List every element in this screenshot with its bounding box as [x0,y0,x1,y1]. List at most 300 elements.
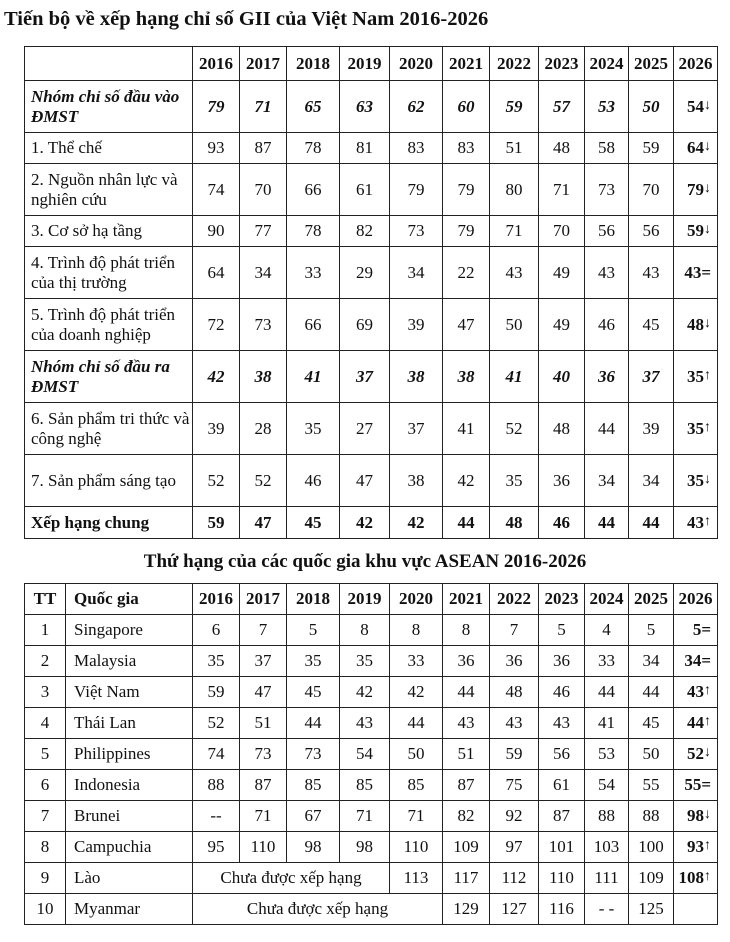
value-cell: 41 [443,403,490,455]
value-cell: 50 [629,81,674,133]
row-label: 1. Thể chế [25,133,193,164]
value-cell: 93 [193,133,240,164]
value-cell: 34 [629,455,674,507]
value-cell: 110 [539,863,585,894]
value-cell: 39 [193,403,240,455]
year-header: 2019 [340,584,390,615]
value-cell: 111 [585,863,629,894]
table-row [25,708,718,739]
value-cell: 34 [240,247,287,299]
value-cell: 36 [443,646,490,677]
year-header: 2025 [629,47,674,81]
year-header: 2020 [390,584,443,615]
rank-2026-cell: 59↓ [674,216,718,247]
year-header: 2024 [585,584,629,615]
value-cell: 56 [585,216,629,247]
rank-index: 7 [25,801,66,832]
value-cell: 43 [539,708,585,739]
arrow-down-icon: ↓ [704,315,711,331]
rank-2026-cell: 34= [674,646,718,677]
table-row [25,615,718,646]
value-cell: 82 [340,216,390,247]
value-cell: 82 [443,801,490,832]
value-cell: 51 [443,739,490,770]
value-cell: 50 [629,739,674,770]
country-name: Singapore [66,615,193,646]
value-cell: 59 [490,81,539,133]
year-header: 2025 [629,584,674,615]
value-cell: 48 [539,133,585,164]
value-cell: 112 [490,863,539,894]
value-cell: 52 [490,403,539,455]
value-cell: 42 [443,455,490,507]
table-row [25,646,718,677]
row-label: 7. Sản phẩm sáng tạo [25,455,193,507]
table1-title: Tiến bộ về xếp hạng chỉ số GII của Việt Nam 2016-2026 [4,8,489,30]
value-cell: 116 [539,894,585,925]
table-row [25,507,718,539]
table-row [25,863,718,894]
value-cell: 42 [193,351,240,403]
value-cell: 73 [240,739,287,770]
value-cell: 52 [193,455,240,507]
value-cell: 46 [539,677,585,708]
value-cell: - - [585,894,629,925]
value-cell: 49 [539,299,585,351]
value-cell: 6 [193,615,240,646]
value-cell: 117 [443,863,490,894]
value-cell: 34 [390,247,443,299]
value-cell: 7 [490,615,539,646]
table-row [25,81,718,133]
value-cell: 109 [629,863,674,894]
country-name: Philippines [66,739,193,770]
rank-index: 1 [25,615,66,646]
value-cell: 59 [490,739,539,770]
rank-2026-cell: 52↓ [674,739,718,770]
value-cell: 59 [193,677,240,708]
rank-index: 3 [25,677,66,708]
rank-2026-cell: 35↓ [674,455,718,507]
year-header: 2021 [443,584,490,615]
country-name: Brunei [66,801,193,832]
value-cell: 53 [585,739,629,770]
value-cell: 101 [539,832,585,863]
rank-index: 2 [25,646,66,677]
table-row [25,832,718,863]
value-cell: 35 [193,646,240,677]
value-cell: 8 [390,615,443,646]
value-cell: 95 [193,832,240,863]
table2-title: Thứ hạng của các quốc gia khu vực ASEAN 2016-2026 [143,551,587,572]
value-cell: 43 [443,708,490,739]
value-cell: 35 [287,646,340,677]
year-header: 2017 [240,584,287,615]
value-cell: 58 [585,133,629,164]
value-cell: 75 [490,770,539,801]
value-cell: 35 [340,646,390,677]
value-cell: 44 [585,507,629,539]
value-cell: 83 [390,133,443,164]
value-cell: 42 [340,677,390,708]
rank-2026-cell: 93↑ [674,832,718,863]
value-cell: 88 [585,801,629,832]
value-cell: 46 [585,299,629,351]
value-cell: 92 [490,801,539,832]
year-header: 2018 [287,584,340,615]
value-cell: 38 [443,351,490,403]
table-row [25,299,718,351]
value-cell: 39 [390,299,443,351]
value-cell: 57 [539,81,585,133]
value-cell: 44 [585,677,629,708]
value-cell: 37 [390,403,443,455]
arrow-up-icon: ↑ [704,367,711,383]
year-header: 2016 [193,47,240,81]
value-cell: 7 [240,615,287,646]
not-ranked-note: Chưa được xếp hạng [193,894,443,925]
value-cell: 47 [240,507,287,539]
value-cell: 36 [539,455,585,507]
value-cell: 35 [490,455,539,507]
value-cell: 41 [490,351,539,403]
value-cell: 79 [443,216,490,247]
table-row [25,677,718,708]
table-row [25,164,718,216]
arrow-up-icon: ↑ [704,683,711,698]
country-name: Thái Lan [66,708,193,739]
year-header: 2022 [490,47,539,81]
value-cell: 70 [629,164,674,216]
value-cell: 44 [585,403,629,455]
value-cell: 47 [443,299,490,351]
value-cell: 103 [585,832,629,863]
value-cell: 110 [240,832,287,863]
value-cell: 38 [390,455,443,507]
value-cell: 43 [490,247,539,299]
value-cell: 73 [585,164,629,216]
value-cell: 8 [340,615,390,646]
value-cell: 34 [629,646,674,677]
year-header: 2024 [585,47,629,81]
value-cell: 29 [340,247,390,299]
value-cell: 47 [240,677,287,708]
asean-ranking-table [24,583,718,925]
value-cell: 33 [287,247,340,299]
value-cell: 44 [629,507,674,539]
value-cell: 45 [629,708,674,739]
table-row [25,770,718,801]
value-cell: 33 [585,646,629,677]
year-header: 2023 [539,47,585,81]
value-cell: 44 [390,708,443,739]
value-cell: 100 [629,832,674,863]
arrow-down-icon: ↓ [704,97,711,113]
value-cell: 42 [340,507,390,539]
value-cell: 72 [193,299,240,351]
value-cell: 8 [443,615,490,646]
corner-cell [25,47,193,81]
value-cell: 42 [390,677,443,708]
header-row [25,47,718,81]
value-cell: 71 [390,801,443,832]
value-cell: 53 [585,81,629,133]
value-cell: 98 [340,832,390,863]
value-cell: 71 [240,81,287,133]
value-cell: 45 [287,507,340,539]
rank-2026-cell: 54↓ [674,81,718,133]
value-cell: 5 [287,615,340,646]
value-cell: 109 [443,832,490,863]
value-cell: 46 [287,455,340,507]
rank-2026-cell: 44↑ [674,708,718,739]
year-header: 2026 [674,584,718,615]
value-cell: 59 [193,507,240,539]
table-row [25,216,718,247]
row-label: Xếp hạng chung [25,507,193,539]
value-cell: 71 [490,216,539,247]
value-cell: 46 [539,507,585,539]
rank-2026-cell: 108↑ [674,863,718,894]
value-cell: 48 [539,403,585,455]
tt-header: TT [25,584,66,615]
country-header: Quốc gia [66,584,193,615]
country-name: Việt Nam [66,677,193,708]
value-cell: 66 [287,164,340,216]
value-cell: 71 [340,801,390,832]
country-name: Campuchia [66,832,193,863]
value-cell: 87 [539,801,585,832]
rank-index: 4 [25,708,66,739]
value-cell: 56 [629,216,674,247]
value-cell: 5 [629,615,674,646]
value-cell: 44 [629,677,674,708]
value-cell: 54 [585,770,629,801]
value-cell: 65 [287,81,340,133]
table-row [25,894,718,925]
value-cell: 38 [240,351,287,403]
value-cell: 98 [287,832,340,863]
value-cell: 60 [443,81,490,133]
value-cell: 45 [629,299,674,351]
value-cell: 66 [287,299,340,351]
value-cell: 36 [585,351,629,403]
year-header: 2022 [490,584,539,615]
not-ranked-note: Chưa được xếp hạng [193,863,390,894]
value-cell: 33 [390,646,443,677]
value-cell: 73 [287,739,340,770]
value-cell: 97 [490,832,539,863]
value-cell: 63 [340,81,390,133]
arrow-up-icon: ↑ [704,714,711,729]
value-cell: 37 [629,351,674,403]
value-cell: 27 [340,403,390,455]
value-cell: 78 [287,133,340,164]
value-cell: 41 [287,351,340,403]
value-cell: 37 [340,351,390,403]
value-cell: 79 [443,164,490,216]
value-cell: 85 [390,770,443,801]
value-cell: 125 [629,894,674,925]
value-cell: 39 [629,403,674,455]
year-header: 2017 [240,47,287,81]
value-cell: 5 [539,615,585,646]
rank-2026-cell: 43= [674,247,718,299]
rank-2026-cell: 64↓ [674,133,718,164]
year-header: 2023 [539,584,585,615]
value-cell: 49 [539,247,585,299]
year-header: 2016 [193,584,240,615]
value-cell: 35 [287,403,340,455]
value-cell: 38 [390,351,443,403]
rank-2026-cell: 98↓ [674,801,718,832]
year-header: 2020 [390,47,443,81]
rank-2026-cell: 55= [674,770,718,801]
value-cell: 113 [390,863,443,894]
value-cell: 43 [490,708,539,739]
value-cell: 4 [585,615,629,646]
country-name: Myanmar [66,894,193,925]
value-cell: 52 [240,455,287,507]
value-cell: 59 [629,133,674,164]
value-cell: 69 [340,299,390,351]
row-label: 5. Trình độ phát triển của doanh nghiệp [25,299,193,351]
value-cell: 79 [193,81,240,133]
table-row [25,247,718,299]
value-cell: 43 [585,247,629,299]
value-cell: 78 [287,216,340,247]
value-cell: 50 [490,299,539,351]
value-cell: 61 [340,164,390,216]
rank-2026-cell: 48↓ [674,299,718,351]
arrow-up-icon: ↑ [704,419,711,435]
year-header: 2019 [340,47,390,81]
rank-2026-cell: 35↑ [674,403,718,455]
value-cell: 42 [390,507,443,539]
value-cell: 48 [490,507,539,539]
year-header: 2021 [443,47,490,81]
rank-2026-cell: 5= [674,615,718,646]
value-cell: 85 [340,770,390,801]
value-cell: 50 [390,739,443,770]
row-label: 3. Cơ sở hạ tầng [25,216,193,247]
value-cell: 83 [443,133,490,164]
country-name: Malaysia [66,646,193,677]
value-cell: 22 [443,247,490,299]
country-name: Indonesia [66,770,193,801]
value-cell: 36 [539,646,585,677]
row-label: 6. Sản phẩm tri thức và công nghệ [25,403,193,455]
value-cell: 80 [490,164,539,216]
arrow-down-icon: ↓ [704,471,711,487]
value-cell [674,894,718,925]
rank-index: 9 [25,863,66,894]
value-cell: 54 [340,739,390,770]
value-cell: 74 [193,164,240,216]
arrow-down-icon: ↓ [704,139,711,154]
value-cell: 41 [585,708,629,739]
value-cell: 43 [629,247,674,299]
value-cell: 56 [539,739,585,770]
value-cell: 87 [443,770,490,801]
value-cell: 87 [240,133,287,164]
value-cell: 62 [390,81,443,133]
rank-index: 5 [25,739,66,770]
arrow-down-icon: ↓ [704,222,711,237]
year-header: 2026 [674,47,718,81]
year-header: 2018 [287,47,340,81]
rank-index: 10 [25,894,66,925]
value-cell: 55 [629,770,674,801]
rank-index: 8 [25,832,66,863]
rank-2026-cell: 43↑ [674,677,718,708]
rank-2026-cell: 35↑ [674,351,718,403]
value-cell: 28 [240,403,287,455]
table-row [25,351,718,403]
value-cell: 34 [585,455,629,507]
vietnam-gii-table [24,46,718,539]
arrow-up-icon: ↑ [704,513,711,529]
value-cell: 52 [193,708,240,739]
value-cell: 77 [240,216,287,247]
value-cell: 88 [629,801,674,832]
value-cell: 70 [539,216,585,247]
table-row [25,455,718,507]
value-cell: -- [193,801,240,832]
value-cell: 129 [443,894,490,925]
value-cell: 87 [240,770,287,801]
table-row [25,801,718,832]
value-cell: 51 [240,708,287,739]
value-cell: 67 [287,801,340,832]
table-row [25,403,718,455]
value-cell: 44 [287,708,340,739]
value-cell: 43 [340,708,390,739]
value-cell: 73 [390,216,443,247]
value-cell: 71 [240,801,287,832]
value-cell: 88 [193,770,240,801]
value-cell: 44 [443,677,490,708]
value-cell: 110 [390,832,443,863]
value-cell: 45 [287,677,340,708]
value-cell: 127 [490,894,539,925]
value-cell: 81 [340,133,390,164]
value-cell: 36 [490,646,539,677]
value-cell: 40 [539,351,585,403]
value-cell: 51 [490,133,539,164]
header-row [25,584,718,615]
rank-2026-cell: 79↓ [674,164,718,216]
row-label: 2. Nguồn nhân lực và nghiên cứu [25,164,193,216]
arrow-up-icon: ↑ [704,869,711,884]
table-row [25,739,718,770]
value-cell: 44 [443,507,490,539]
value-cell: 79 [390,164,443,216]
value-cell: 71 [539,164,585,216]
value-cell: 48 [490,677,539,708]
rank-2026-cell: 43↑ [674,507,718,539]
value-cell: 85 [287,770,340,801]
value-cell: 37 [240,646,287,677]
arrow-down-icon: ↓ [704,180,711,196]
arrow-down-icon: ↓ [704,807,711,822]
value-cell: 64 [193,247,240,299]
row-label: Nhóm chỉ số đầu ra ĐMST [25,351,193,403]
value-cell: 90 [193,216,240,247]
country-name: Lào [66,863,193,894]
row-label: 4. Trình độ phát triển của thị trường [25,247,193,299]
value-cell: 74 [193,739,240,770]
